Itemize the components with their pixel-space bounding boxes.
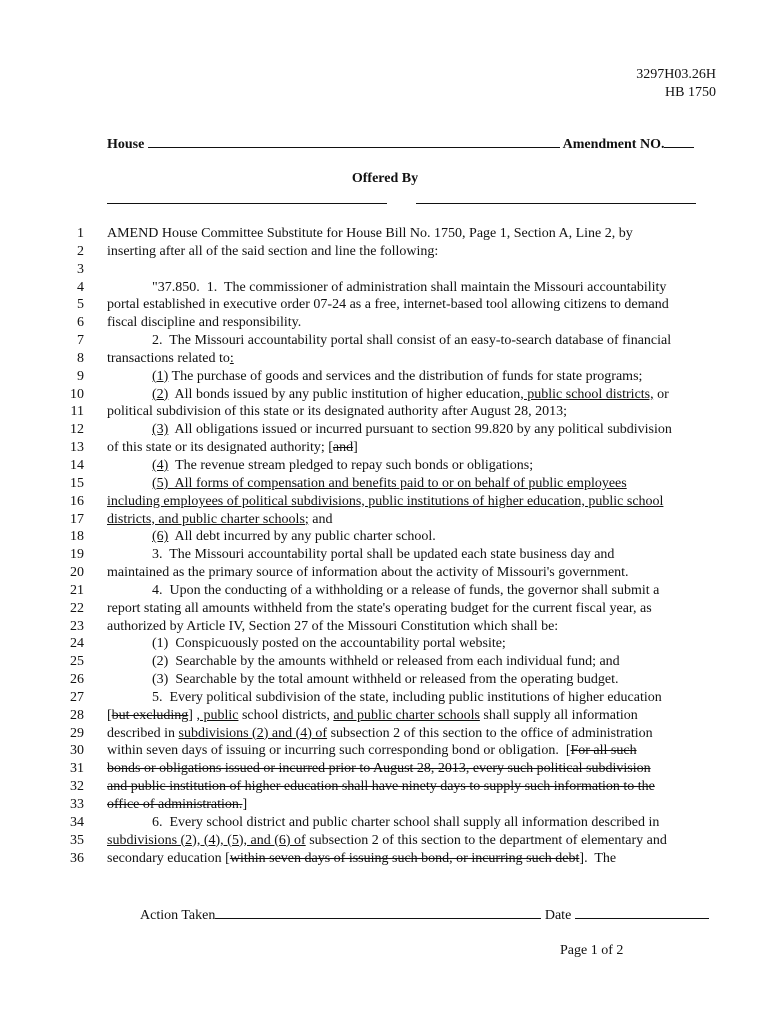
line-number: 17 — [70, 511, 84, 527]
line-number: 8 — [77, 350, 84, 366]
text-line — [60, 279, 720, 297]
text-line — [60, 493, 720, 511]
text-line — [60, 689, 720, 707]
action-taken-label: Action Taken — [140, 908, 216, 923]
line-number: 30 — [70, 743, 84, 759]
inserted-text: including employees of political subdivisions, public institutions of higher education, public school — [107, 493, 664, 509]
line-text — [107, 403, 567, 421]
text-segment: subsection 2 of this section to the office of administration — [327, 725, 653, 741]
line-text — [107, 707, 638, 725]
text-segment: 5. Every political subdivision of the state, including public institutions of higher education — [152, 689, 662, 705]
line-text — [107, 850, 616, 868]
line-number: 35 — [70, 832, 84, 848]
line-number: 2 — [77, 243, 84, 259]
line-text — [152, 635, 506, 653]
text-segment: (1) Conspicuously posted on the accountability portal website; — [152, 636, 506, 652]
text-line — [60, 350, 720, 368]
deleted-text: office of administration. — [107, 797, 243, 812]
text-segment: school districts, — [238, 707, 334, 723]
line-number: 29 — [70, 725, 84, 741]
text-line — [60, 421, 720, 439]
line-number: 31 — [70, 761, 84, 777]
line-number: 36 — [70, 850, 84, 866]
text-segment: "37.850. 1. The commissioner of administration shall maintain the Missouri accountability — [152, 279, 667, 295]
text-line — [60, 368, 720, 386]
line-text — [152, 582, 659, 600]
action-taken-blank — [215, 906, 541, 919]
inserted-text: (1) — [152, 368, 169, 384]
line-number: 16 — [70, 493, 84, 509]
text-segment: inserting after all of the said section and line the following: — [107, 243, 439, 259]
deleted-text: and public institution of higher education shall have ninety days to supply such information to the — [107, 779, 655, 795]
text-segment: AMEND House Committee Substitute for House Bill No. 1750, Page 1, Section A, Line 2, by — [107, 226, 633, 241]
text-line — [60, 403, 720, 421]
line-text — [107, 832, 667, 850]
text-segment: All debt incurred by any public charter school. — [168, 529, 436, 545]
text-segment: ]. The — [579, 850, 617, 866]
line-number: 7 — [77, 333, 84, 349]
amendment-text — [60, 225, 720, 867]
text-segment: secondary education [ — [107, 850, 230, 866]
line-number: 9 — [77, 368, 84, 384]
house-blank — [148, 135, 560, 148]
date-label: Date — [544, 908, 572, 923]
line-number: 13 — [70, 440, 84, 456]
text-segment: transactions related to — [107, 350, 230, 366]
text-segment: 4. Upon the conducting of a withholding or a release of funds, the governor shall submit a — [152, 582, 660, 598]
text-line — [60, 296, 720, 314]
line-text — [152, 814, 659, 832]
text-line — [60, 457, 720, 475]
deleted-text: For all such — [570, 743, 637, 759]
line-number: 23 — [70, 618, 84, 634]
sponsor-signature-line — [107, 203, 387, 204]
inserted-text: : — [229, 350, 234, 366]
offered-by-label: Offered By — [351, 171, 419, 186]
deleted-text: but excluding — [111, 707, 189, 723]
line-text — [107, 760, 651, 778]
text-line — [60, 261, 720, 279]
line-text — [107, 778, 655, 796]
text-line — [60, 796, 720, 814]
line-text — [107, 439, 358, 457]
line-number: 28 — [70, 707, 84, 723]
text-line — [60, 742, 720, 760]
text-line — [60, 653, 720, 671]
text-segment: maintained as the primary source of information about the activity of Missouri's government. — [107, 565, 629, 581]
doc-code: 3297H03.26H — [636, 67, 716, 82]
line-number: 33 — [70, 797, 84, 812]
text-segment: The revenue stream pledged to repay such bonds or obligations; — [168, 457, 534, 473]
line-text — [152, 386, 669, 404]
text-segment: political subdivision of this state or its designated authority after August 28, 2013; — [107, 404, 567, 420]
line-number: 24 — [70, 636, 84, 652]
text-segment: The purchase of goods and services and the distribution of funds for state programs; — [168, 368, 643, 384]
text-line — [60, 564, 720, 582]
line-text — [107, 600, 652, 618]
text-line — [60, 635, 720, 653]
text-segment: portal established in executive order 07-24 as a free, internet-based tool allowing citizens to demand — [107, 297, 669, 313]
text-segment: (3) Searchable by the total amount withheld or released from the operating budget. — [152, 672, 619, 688]
bill-number: HB 1750 — [665, 85, 716, 100]
inserted-text: (3) — [152, 422, 169, 438]
line-number: 27 — [70, 689, 84, 705]
line-number: 10 — [70, 386, 84, 402]
text-line — [60, 386, 720, 404]
line-number: 3 — [77, 261, 84, 277]
line-text — [107, 796, 247, 814]
line-text — [152, 671, 619, 689]
text-line — [60, 546, 720, 564]
inserted-text: (2) — [152, 386, 169, 402]
text-line — [60, 475, 720, 493]
inserted-text: , public — [196, 707, 239, 723]
text-segment: 3. The Missouri accountability portal shall be updated each state business day and — [152, 547, 615, 563]
line-text — [107, 511, 333, 529]
line-number: 22 — [70, 600, 84, 616]
action-taken-line — [140, 906, 709, 924]
text-segment: 6. Every school district and public charter school shall supply all information described in — [152, 814, 660, 830]
line-text — [152, 475, 627, 493]
house-amendment-line — [107, 135, 717, 153]
line-text — [152, 689, 662, 707]
line-number: 21 — [70, 582, 84, 598]
line-text — [107, 742, 637, 760]
text-segment: fiscal discipline and responsibility. — [107, 315, 302, 331]
line-text — [107, 564, 629, 582]
inserted-text: (5) All forms of compensation and benefits paid to or on behalf of public employees — [152, 475, 627, 491]
text-segment: within seven days of issuing or incurring such corresponding bond or obligation. [ — [107, 743, 571, 759]
line-number: 19 — [70, 547, 84, 563]
line-text — [107, 725, 653, 743]
sponsor-signature-line-2 — [416, 203, 696, 204]
text-segment: All bonds issued by any public institution of higher education — [168, 386, 521, 402]
text-segment: ] — [242, 797, 248, 812]
text-segment: 2. The Missouri accountability portal shall consist of an easy-to-search database of financial — [152, 333, 672, 349]
line-number: 11 — [70, 404, 84, 420]
line-number: 6 — [77, 315, 84, 331]
text-line — [60, 439, 720, 457]
line-text — [107, 225, 633, 243]
text-segment: All obligations issued or incurred pursuant to section 99.820 by any political subdivision — [168, 422, 672, 438]
text-line — [60, 332, 720, 350]
text-segment: and — [308, 511, 333, 527]
text-line — [60, 618, 720, 636]
text-segment: authorized by Article IV, Section 27 of the Missouri Constitution which shall be: — [107, 618, 559, 634]
line-number: 12 — [70, 422, 84, 438]
text-line — [60, 725, 720, 743]
line-text — [152, 421, 672, 439]
text-line — [60, 671, 720, 689]
line-text — [107, 296, 669, 314]
line-number: 5 — [77, 297, 84, 313]
text-line — [60, 778, 720, 796]
line-text — [107, 618, 558, 636]
inserted-text: subdivisions (2) and (4) of — [178, 725, 328, 741]
text-line — [60, 760, 720, 778]
text-segment: report stating all amounts withheld from the state's operating budget for the current fiscal year, as — [107, 600, 652, 616]
text-segment: described in — [107, 725, 179, 741]
text-line — [60, 850, 720, 868]
text-line — [60, 832, 720, 850]
line-text — [107, 350, 234, 368]
inserted-text: and public charter schools — [333, 707, 480, 723]
text-line — [60, 314, 720, 332]
line-text — [107, 314, 301, 332]
line-text — [152, 546, 614, 564]
text-segment: [ — [107, 707, 112, 723]
text-line — [60, 225, 720, 243]
line-text — [107, 493, 663, 511]
text-segment: or — [653, 386, 669, 402]
deleted-text: bonds or obligations issued or incurred prior to August 28, 2013, every such political subdivision — [107, 761, 651, 777]
inserted-text: , public school districts, — [520, 386, 654, 402]
line-text — [152, 653, 620, 671]
text-line — [60, 814, 720, 832]
line-number: 18 — [70, 529, 84, 545]
date-blank — [575, 906, 709, 919]
text-line — [60, 582, 720, 600]
inserted-text: (6) — [152, 529, 169, 545]
line-number: 15 — [70, 475, 84, 491]
line-text — [152, 457, 533, 475]
text-segment: of this state or its designated authority; [ — [107, 440, 333, 456]
line-number: 34 — [70, 814, 84, 830]
text-segment: shall supply all information — [479, 707, 638, 723]
line-text — [152, 279, 666, 297]
text-segment: ] — [353, 440, 358, 456]
line-text — [152, 528, 436, 546]
line-number: 32 — [70, 779, 84, 795]
amendment-label: Amendment NO. — [562, 137, 665, 152]
line-number: 20 — [70, 565, 84, 581]
line-text — [152, 368, 642, 386]
text-segment: ] — [188, 707, 197, 723]
house-label: House — [107, 137, 145, 152]
line-text — [152, 332, 671, 350]
deleted-text: within seven days of issuing such bond, or incurring such debt — [229, 850, 580, 866]
text-line — [60, 707, 720, 725]
inserted-text: districts, and public charter schools; — [107, 511, 309, 527]
text-line — [60, 511, 720, 529]
page-number: Page 1 of 2 — [560, 943, 624, 958]
document-id — [636, 66, 716, 102]
text-line — [60, 528, 720, 546]
line-text — [107, 243, 438, 261]
line-number: 25 — [70, 654, 84, 670]
amendment-number-blank — [664, 135, 694, 148]
text-segment: (2) Searchable by the amounts withheld or released from each individual fund; and — [152, 654, 620, 670]
deleted-text: and — [332, 440, 354, 456]
text-line — [60, 243, 720, 261]
line-number: 26 — [70, 672, 84, 688]
inserted-text: subdivisions (2), (4), (5), and (6) of — [107, 832, 306, 848]
line-number: 4 — [77, 279, 84, 295]
inserted-text: (4) — [152, 457, 169, 473]
line-number: 1 — [77, 226, 84, 241]
line-number: 14 — [70, 457, 84, 473]
text-line — [60, 600, 720, 618]
text-segment: subsection 2 of this section to the department of elementary and — [305, 832, 667, 848]
